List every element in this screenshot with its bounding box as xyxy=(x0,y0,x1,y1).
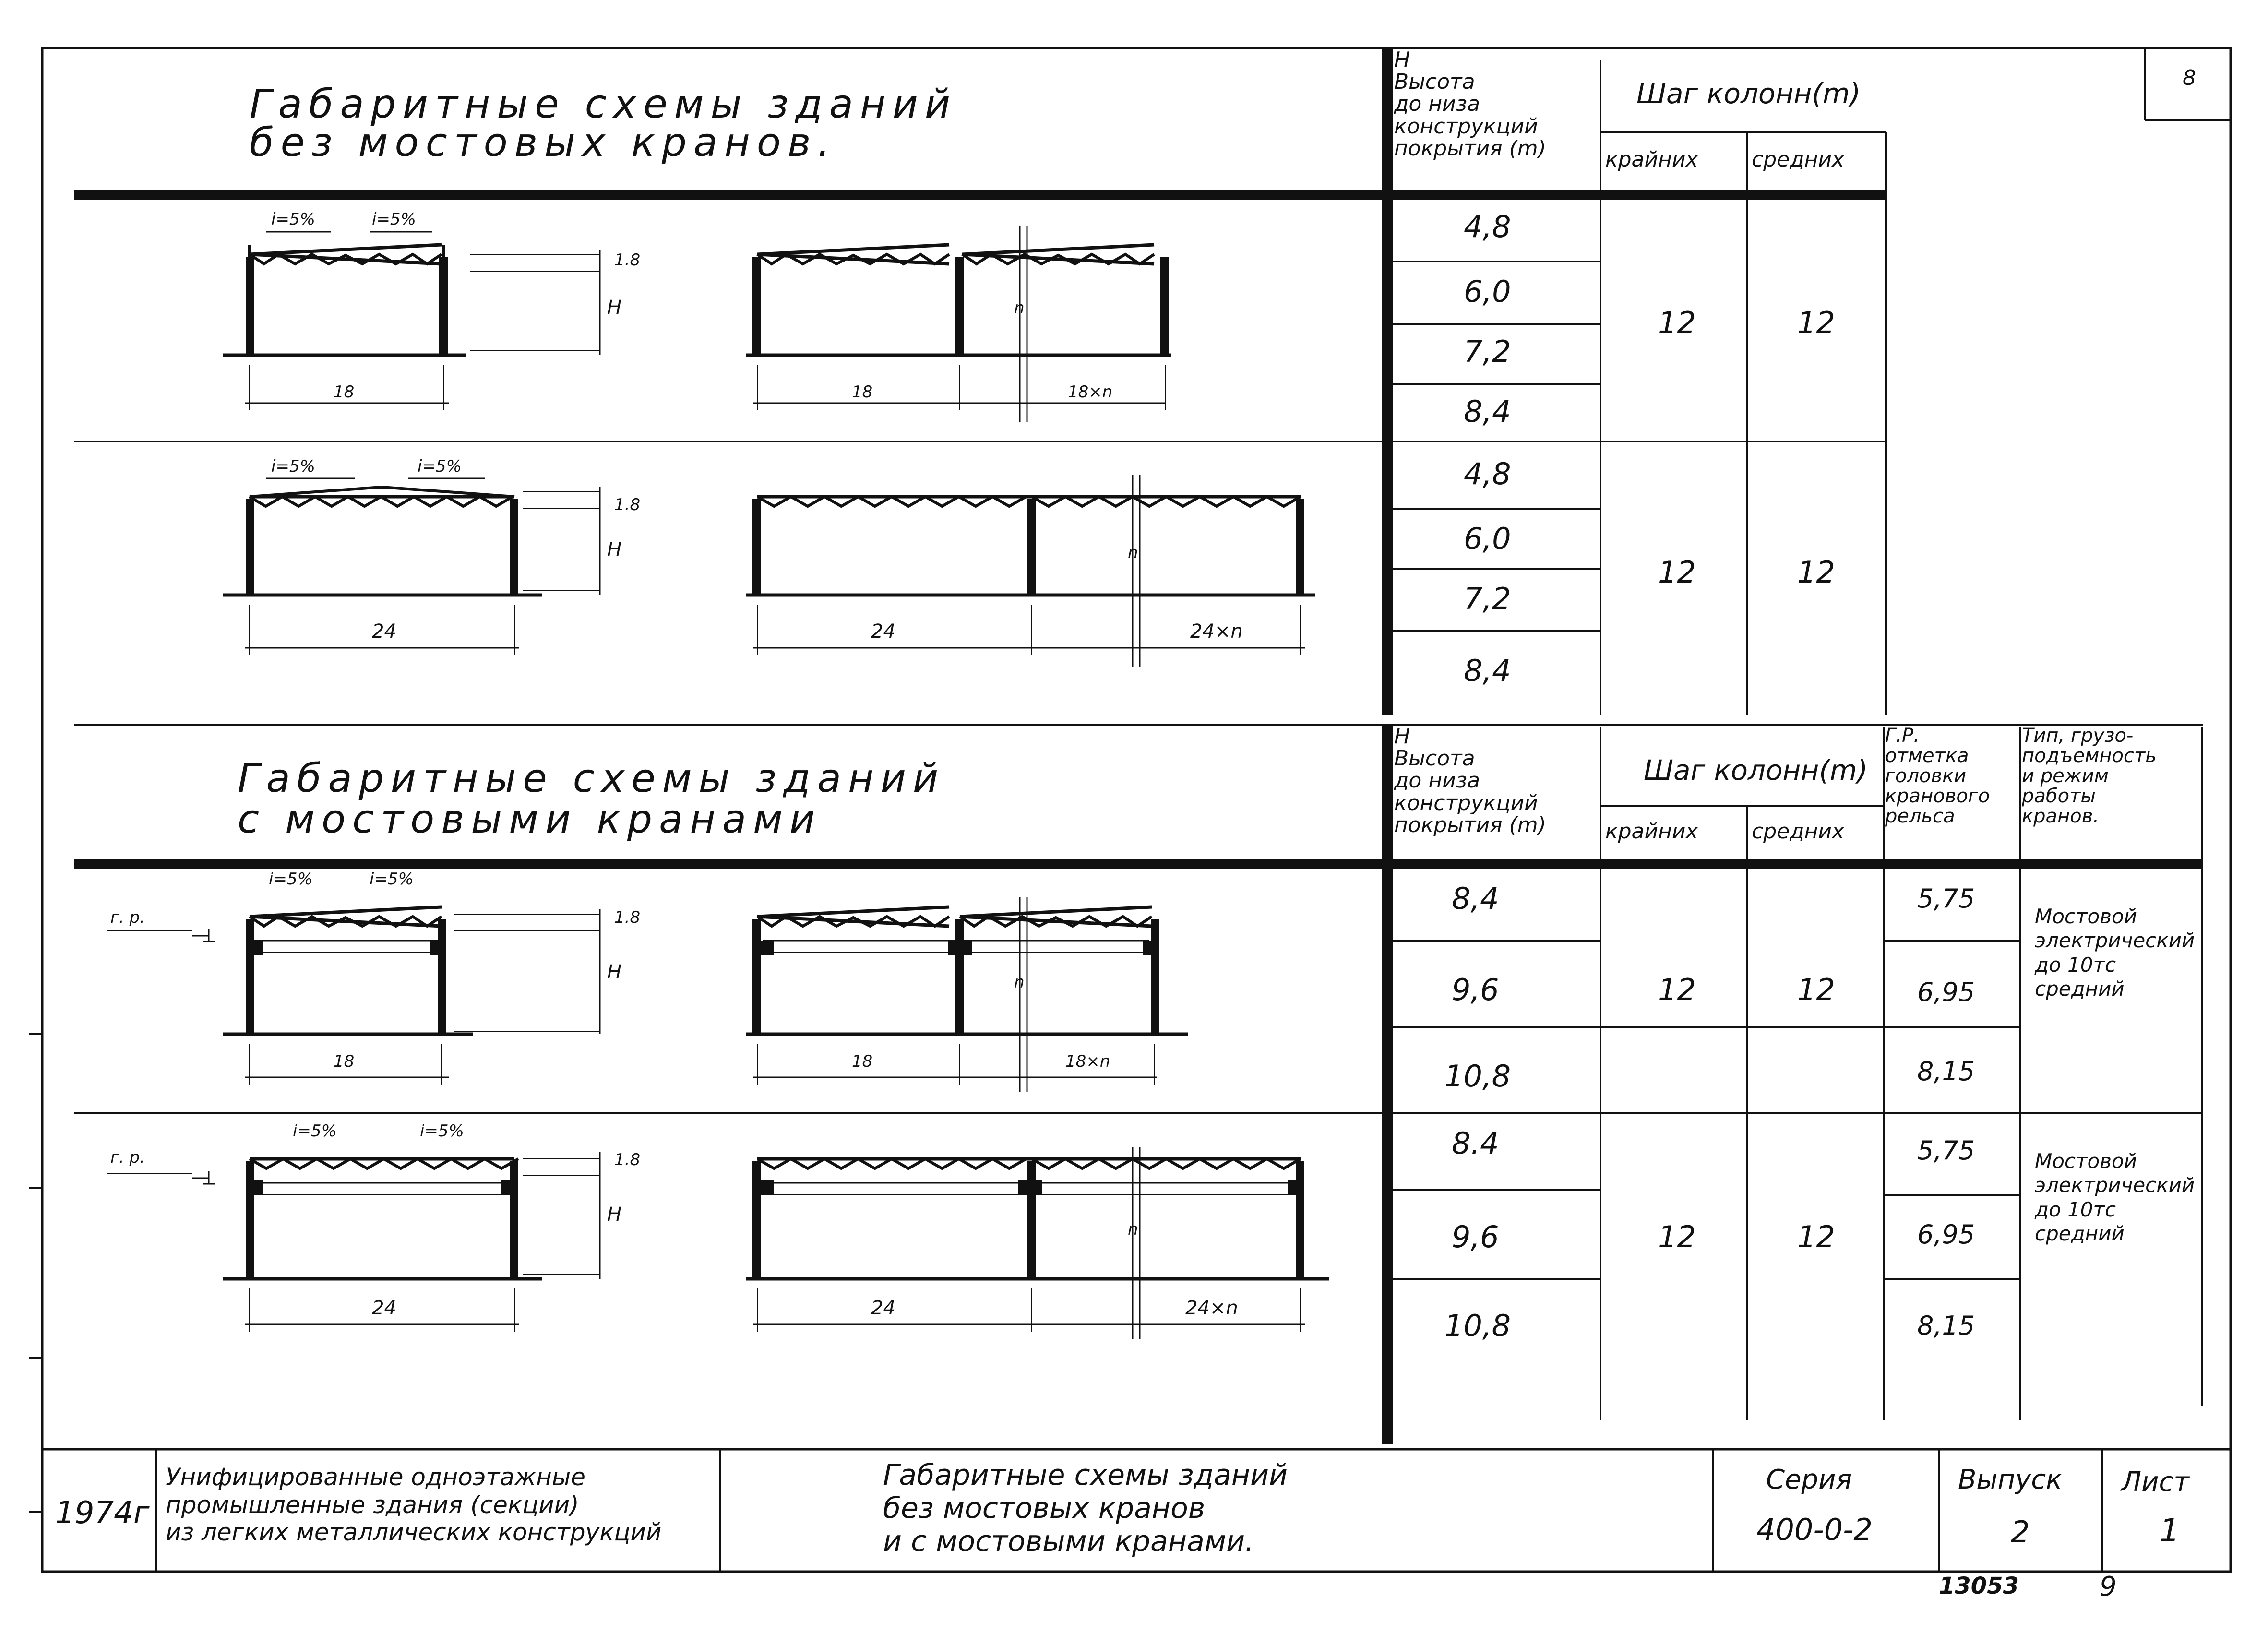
height-label: H xyxy=(607,297,622,319)
scheme-24-crane-multi xyxy=(746,1147,1329,1339)
span-label: 24 xyxy=(871,620,895,643)
slope-label: i=5% xyxy=(420,1121,464,1141)
height-value: 6,0 xyxy=(1464,274,1511,309)
slope-label: i=5% xyxy=(293,1121,337,1141)
height-value: 4,8 xyxy=(1464,456,1511,491)
sheet-title: Габаритные схемы зданий без мостовых кранов и с мостовыми кранами. xyxy=(883,1458,1288,1558)
rail-mark-value: 6,95 xyxy=(1917,977,1975,1007)
n-label: n xyxy=(1014,298,1025,318)
header-column-step-1: Шаг колонн(m) xyxy=(1636,77,1861,110)
height-value: 10,8 xyxy=(1444,1059,1511,1094)
span-label: 18 xyxy=(852,1052,873,1071)
header-column-step-2: Шаг колонн(m) xyxy=(1644,754,1868,787)
header-height-1: H Высота до низа конструкций покрытия (m) xyxy=(1394,48,1546,161)
height-value: 9,6 xyxy=(1452,1219,1499,1254)
section-1-title-line1: Габаритные схемы зданий xyxy=(250,82,957,127)
middle-step-value: 12 xyxy=(1797,555,1835,590)
truss-height-label: 1.8 xyxy=(614,495,641,514)
middle-step-value: 12 xyxy=(1797,305,1835,340)
section-1-title-line2: без мостовых кранов. xyxy=(250,120,837,166)
slope-label: i=5% xyxy=(271,210,315,229)
sheet-value: 1 xyxy=(2160,1512,2180,1549)
rail-mark-value: 6,95 xyxy=(1917,1219,1975,1250)
height-value: 10,8 xyxy=(1444,1308,1511,1343)
outer-step-value: 12 xyxy=(1658,555,1696,590)
rail-level-label: г. р. xyxy=(110,908,145,927)
section-2-title-line2: с мостовыми кранами xyxy=(238,797,822,842)
height-value: 9,6 xyxy=(1452,972,1499,1007)
bottom-section-rule xyxy=(74,859,1886,869)
span-label: 24 xyxy=(372,620,396,643)
height-value: 7,2 xyxy=(1464,581,1511,616)
rail-mark-value: 5,75 xyxy=(1917,1135,1975,1166)
scheme-24-crane-single xyxy=(107,1152,600,1332)
height-value: 4,8 xyxy=(1464,209,1511,244)
archive-number: 13053 xyxy=(1939,1573,2019,1599)
rail-mark-value: 5,75 xyxy=(1917,883,1975,914)
sheet-corner-number: 8 xyxy=(2183,66,2196,90)
header-outer-1: крайних xyxy=(1605,147,1698,172)
scheme-24-single xyxy=(223,478,600,655)
span-label: 18 xyxy=(334,1052,355,1071)
truss-height-label: 1.8 xyxy=(614,250,641,270)
n-label: n xyxy=(1128,1220,1138,1239)
page-number: 9 xyxy=(2100,1571,2117,1602)
outer-step-value: 12 xyxy=(1658,1219,1696,1254)
header-crane-type: Тип, грузо- подъемность и режим работы кранов. xyxy=(2022,725,2157,827)
project-description: Унифицированные одноэтажные промышленные здания (секции) из легких металлических конструкций xyxy=(166,1463,662,1546)
n-label: n xyxy=(1128,543,1138,562)
height-value: 8,4 xyxy=(1464,394,1511,429)
height-label: H xyxy=(607,1204,622,1226)
outer-step-value: 12 xyxy=(1658,305,1696,340)
section-2-title-line1: Габаритные схемы зданий xyxy=(238,756,945,801)
span-label: 24 xyxy=(372,1297,396,1319)
rail-mark-value: 8,15 xyxy=(1917,1056,1975,1086)
span-label: 18 xyxy=(852,382,873,402)
header-middle-1: средних xyxy=(1752,147,1845,172)
span-n-label: 18×n xyxy=(1068,382,1113,402)
span-n-label: 24×n xyxy=(1185,1297,1238,1319)
header-outer-2: крайних xyxy=(1605,819,1698,844)
slope-label: i=5% xyxy=(418,457,462,476)
span-n-label: 24×n xyxy=(1190,620,1243,643)
sheet-label: Лист xyxy=(2121,1466,2189,1498)
rail-mark-value: 8,15 xyxy=(1917,1311,1975,1341)
span-n-label: 18×n xyxy=(1065,1052,1110,1071)
rail-level-label: г. р. xyxy=(110,1148,145,1167)
height-value: 8,4 xyxy=(1464,653,1511,688)
height-label: H xyxy=(607,961,622,983)
issue-label: Выпуск xyxy=(1958,1464,2062,1495)
crane-description: Мостовой электрический до 10тс средний xyxy=(2035,905,2195,1001)
height-label: H xyxy=(607,539,622,561)
crane-description: Мостовой электрический до 10тс средний xyxy=(2035,1149,2195,1246)
span-label: 24 xyxy=(871,1297,895,1319)
middle-step-value: 12 xyxy=(1797,972,1835,1007)
truss-height-label: 1.8 xyxy=(614,1150,641,1169)
slope-label: i=5% xyxy=(271,457,315,476)
n-label: n xyxy=(1014,973,1025,992)
series-label: Серия xyxy=(1766,1464,1852,1495)
header-middle-2: средних xyxy=(1752,819,1845,844)
slope-label: i=5% xyxy=(370,870,414,889)
height-value: 8.4 xyxy=(1452,1126,1499,1161)
slope-label: i=5% xyxy=(269,870,313,889)
height-value: 7,2 xyxy=(1464,334,1511,369)
span-label: 18 xyxy=(334,382,355,402)
header-height-2: H Высота до низа конструкций покрытия (m) xyxy=(1394,724,1546,837)
scheme-18-crane-multi xyxy=(746,897,1188,1092)
year-label: 1974г xyxy=(55,1495,150,1531)
header-rail-mark: Г.Р. отметка головки кранового рельса xyxy=(1885,725,1990,827)
slope-label: i=5% xyxy=(372,210,416,229)
scheme-18-single xyxy=(223,232,600,410)
truss-height-label: 1.8 xyxy=(614,908,641,927)
issue-value: 2 xyxy=(2011,1514,2030,1550)
height-value: 8,4 xyxy=(1452,881,1499,916)
middle-step-value: 12 xyxy=(1797,1219,1835,1254)
series-value: 400-0-2 xyxy=(1756,1512,1873,1547)
height-value: 6,0 xyxy=(1464,521,1511,556)
outer-step-value: 12 xyxy=(1658,972,1696,1007)
